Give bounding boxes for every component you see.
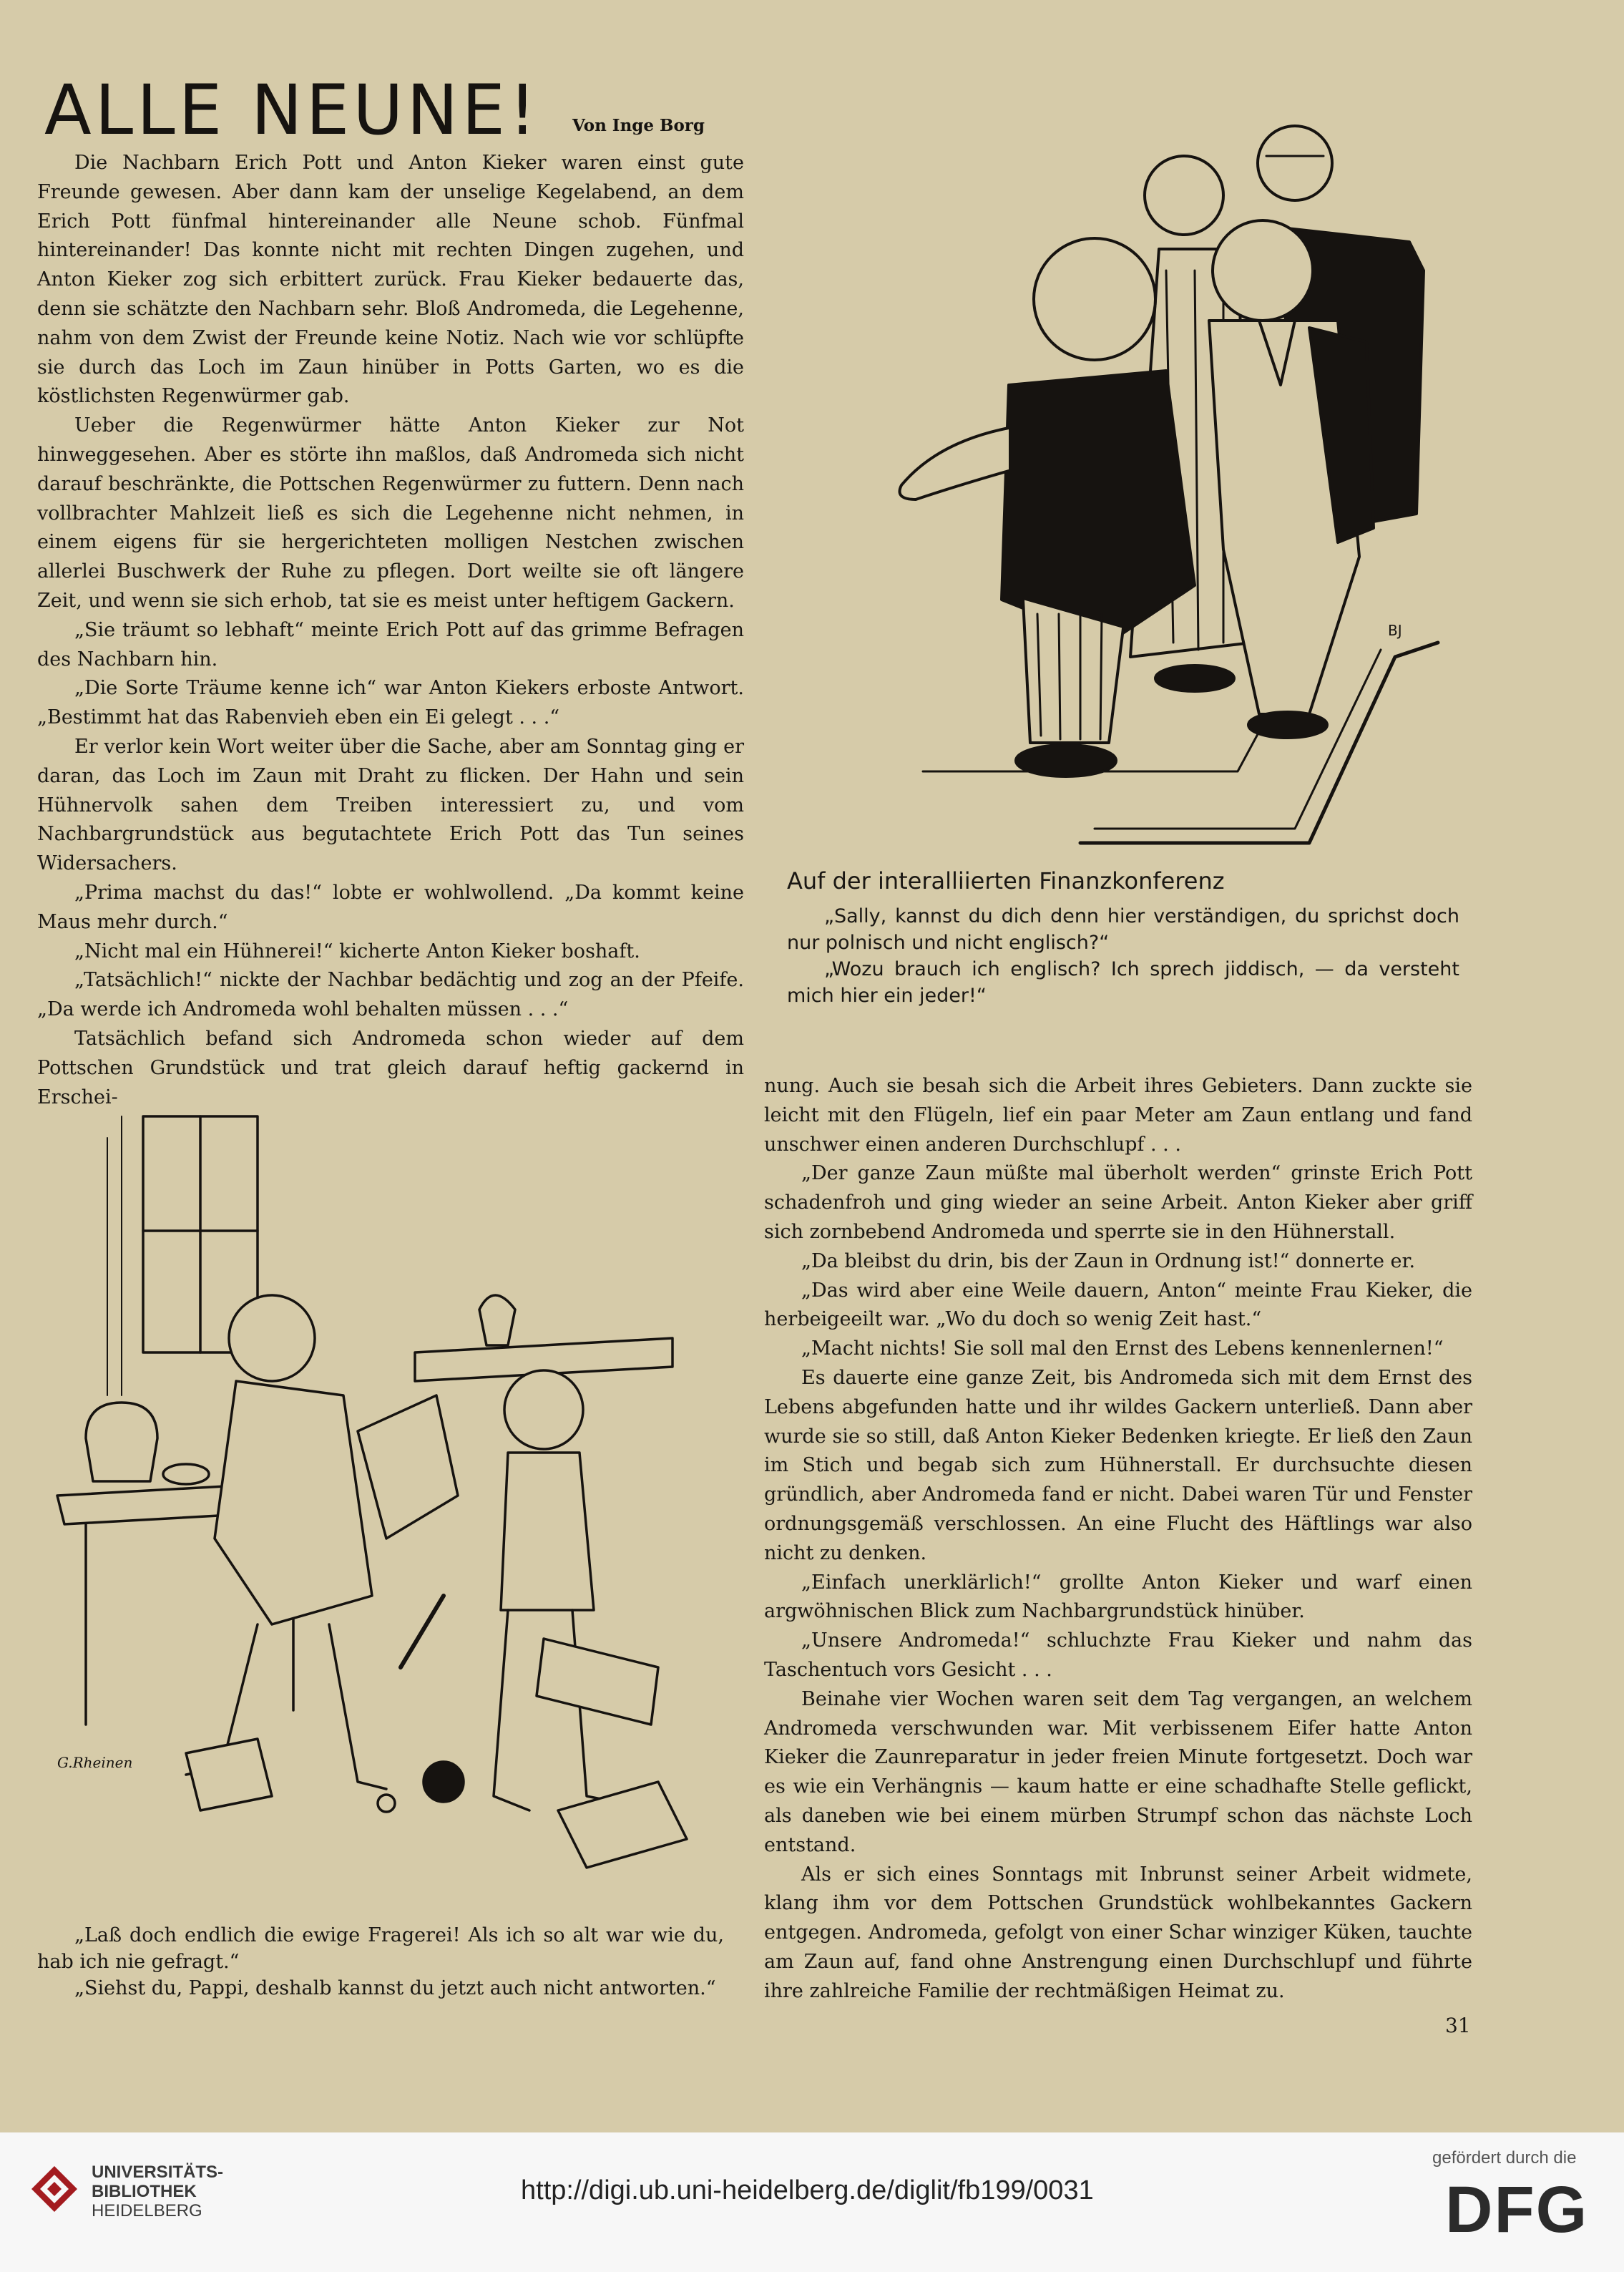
paragraph: Er verlor kein Wort weiter über die Sache, aber am Sonntag ging er daran, das Loch im Zaun mit Draht zu flicken. Der Hahn und sein Hühnervolk sahen dem Treiben interessiert zu, und vom Nachbargrundstück aus begutachtete Erich Pott das Tun seines Widersachers. — [37, 735, 744, 875]
text-column-right — [764, 1072, 1472, 2007]
paragraph: „Tatsächlich!“ nickte der Nachbar bedächtig und zog an der Pfeife. „Da werde ich Andromeda wohl behalten müssen . . .“ — [37, 969, 744, 1021]
caption-line: „Wozu brauch ich englisch? Ich sprech jiddisch, — da versteht mich hier ein jeder!“ — [787, 958, 1459, 1007]
artist-mark: BJ — [1388, 622, 1402, 639]
paragraph: „Nicht mal ein Hühnerei!“ kicherte Anton Kieker boshaft. — [74, 940, 640, 962]
paragraph: Es dauerte eine ganze Zeit, bis Andromeda sich mit dem Ernst des Lebens abgefunden hatte und ihr wildes Gackern unterließ. Dann aber wurde sie so still, daß Anton Kieker Bedenken kriegte. Er ließ den Zaun im Stich und begab sich zum Hühnerstall. Er durchsuchte diesen gründlich, aber Andromeda fand er nicht. Dabei waren Tür und Fenster ordnungsgemäß verschlossen. An eine Flucht des Häftlings war also nicht zu denken. — [764, 1366, 1472, 1564]
digitization-footer — [0, 2132, 1624, 2272]
paragraph: Ueber die Regenwürmer hätte Anton Kieker zur Not hinweggesehen. Aber es störte ihn maßlos, daß Andromeda sich nicht darauf beschränkte, die Pottschen Regenwürmer zu futtern. Denn nach vollbrachter Mahlzeit ließ es sich die Legehenne nicht nehmen, in einem eigens für sie hergerichteten molligen Nestchen zwischen allerlei Buschwerk der Ruhe zu pflegen. Dort weilte sie oft längere Zeit, und wenn sie sich erhob, tat sie es meist unter heftigem Gackern. — [37, 414, 744, 612]
paragraph: Tatsächlich befand sich Andromeda schon wieder auf dem Pottschen Grundstück und trat gleich darauf heftig gackernd in Erschei- — [37, 1027, 744, 1108]
paragraph: „Der ganze Zaun müßte mal überholt werden“ grinste Erich Pott schadenfroh und ging wieder an seine Arbeit. Anton Kieker aber griff sich zornbebend Andromeda und sperrte sie in den Hühnerstall. — [764, 1162, 1472, 1243]
paragraph: „Die Sorte Träume kenne ich“ war Anton Kiekers erboste Antwort. „Bestimmt hat das Rabenvieh eben ein Ei gelegt . . .“ — [37, 677, 744, 729]
library-logo-icon — [30, 2165, 79, 2213]
artist-signature: G.Rheinen — [57, 1754, 133, 1771]
article-title: ALLE NEUNE! — [44, 70, 540, 150]
paragraph: Als er sich eines Sonntags mit Inbrunst seiner Arbeit widmete, klang ihm vor dem Pottschen Grundstück wohlbekanntes Gackern entgegen. Andromeda, gefolgt von einer Schar winziger Küken, tauchte am Zaun auf, fand ohne Anstrengung einen Durchschlupf und führte ihre zahlreiche Familie der rechtmäßigen Heimat zu. — [764, 1863, 1472, 2002]
paragraph: „Unsere Andromeda!“ schluchzte Frau Kieker und nahm das Taschentuch vors Gesicht . . . — [764, 1629, 1472, 1681]
paragraph: „Prima machst du das!“ lobte er wohlwollend. „Da kommt keine Maus mehr durch.“ — [37, 881, 744, 933]
library-name: UNIVERSITÄTS- BIBLIOTHEK HEIDELBERG — [92, 2163, 224, 2220]
dfg-logo: DFG — [1445, 2173, 1589, 2246]
cartoon-caption-title: Auf der interalliierten Finanzkonferenz — [787, 867, 1225, 894]
article-byline: Von Inge Borg — [572, 116, 705, 135]
caption-line: „Sally, kannst du dich denn hier verständigen, du sprichst doch nur polnisch und nicht englisch?“ — [787, 905, 1459, 954]
paragraph: Die Nachbarn Erich Pott und Anton Kieker waren einst gute Freunde gewesen. Aber dann kam der unselige Kegelabend, an dem Erich Pott fünfmal hintereinander alle Neune schob. Fünfmal hintereinander! Das konnte nicht mit rechten Dingen zugehen, und Anton Kieker zog sich erbittert zurück. Frau Kieker bedauerte das, denn sie schätzte den Nachbarn sehr. Bloß Andromeda, die Legehenne, nahm von dem Zwist der Freunde keine Notiz. Nach wie vor schlüpfte sie durch das Loch im Zaun hinüber in Potts Garten, wo es die köstlichsten Regenwürmer gab. — [37, 152, 744, 408]
dialogue-line: „Laß doch endlich die ewige Fragerei! Als ich so alt war wie du, hab ich nie gefragt.“ — [37, 1924, 724, 1973]
funding-note: gefördert durch die — [1432, 2148, 1577, 2168]
paragraph: nung. Auch sie besah sich die Arbeit ihres Gebieters. Dann zuckte sie leicht mit den Flügeln, lief ein paar Meter am Zaun entlang und fand unschwer einen anderen Durchschlupf . . . — [764, 1075, 1472, 1156]
paragraph: „Sie träumt so lebhaft“ meinte Erich Pott auf das grimme Befragen des Nachbarn hin. — [37, 618, 744, 671]
paragraph: „Da bleibst du drin, bis der Zaun in Ordnung ist!“ donnerte er. — [801, 1249, 1416, 1272]
page-number: 31 — [1445, 2014, 1471, 2037]
dialogue-line: „Siehst du, Pappi, deshalb kannst du jetzt auch nicht antworten.“ — [74, 1977, 716, 1999]
paragraph: „Das wird aber eine Weile dauern, Anton“ meinte Frau Kieker, die herbeigeeilt war. „Wo du doch so wenig Zeit hast.“ — [764, 1279, 1472, 1331]
paragraph: Beinahe vier Wochen waren seit dem Tag vergangen, an welchem Andromeda verschwunden war. Mit verbissenem Eifer hatte Anton Kieker die Zaunreparatur in jeder freien Minute fortgesetzt. Doch war es wie ein Verhängnis — kaum hatte er eine schadhafte Stelle geflickt, als daneben wie bei einem mürben Strumpf schon das nächste Loch entstand. — [764, 1687, 1472, 1856]
cartoon-dialogue — [37, 1922, 724, 2002]
cartoon-caption — [787, 903, 1459, 1009]
text-column-left — [37, 149, 744, 1112]
paragraph: „Macht nichts! Sie soll mal den Ernst des Lebens kennenlernen!“ — [801, 1337, 1444, 1360]
paragraph: „Einfach unerklärlich!“ grollte Anton Kieker und warf einen argwöhnischen Blick zum Nachbargrundstück hinüber. — [764, 1571, 1472, 1623]
permalink-url[interactable]: http://digi.ub.uni-heidelberg.de/diglit/fb199/0031 — [521, 2175, 1094, 2205]
father-son-cartoon — [43, 1095, 701, 1896]
finance-conference-cartoon — [794, 84, 1481, 864]
